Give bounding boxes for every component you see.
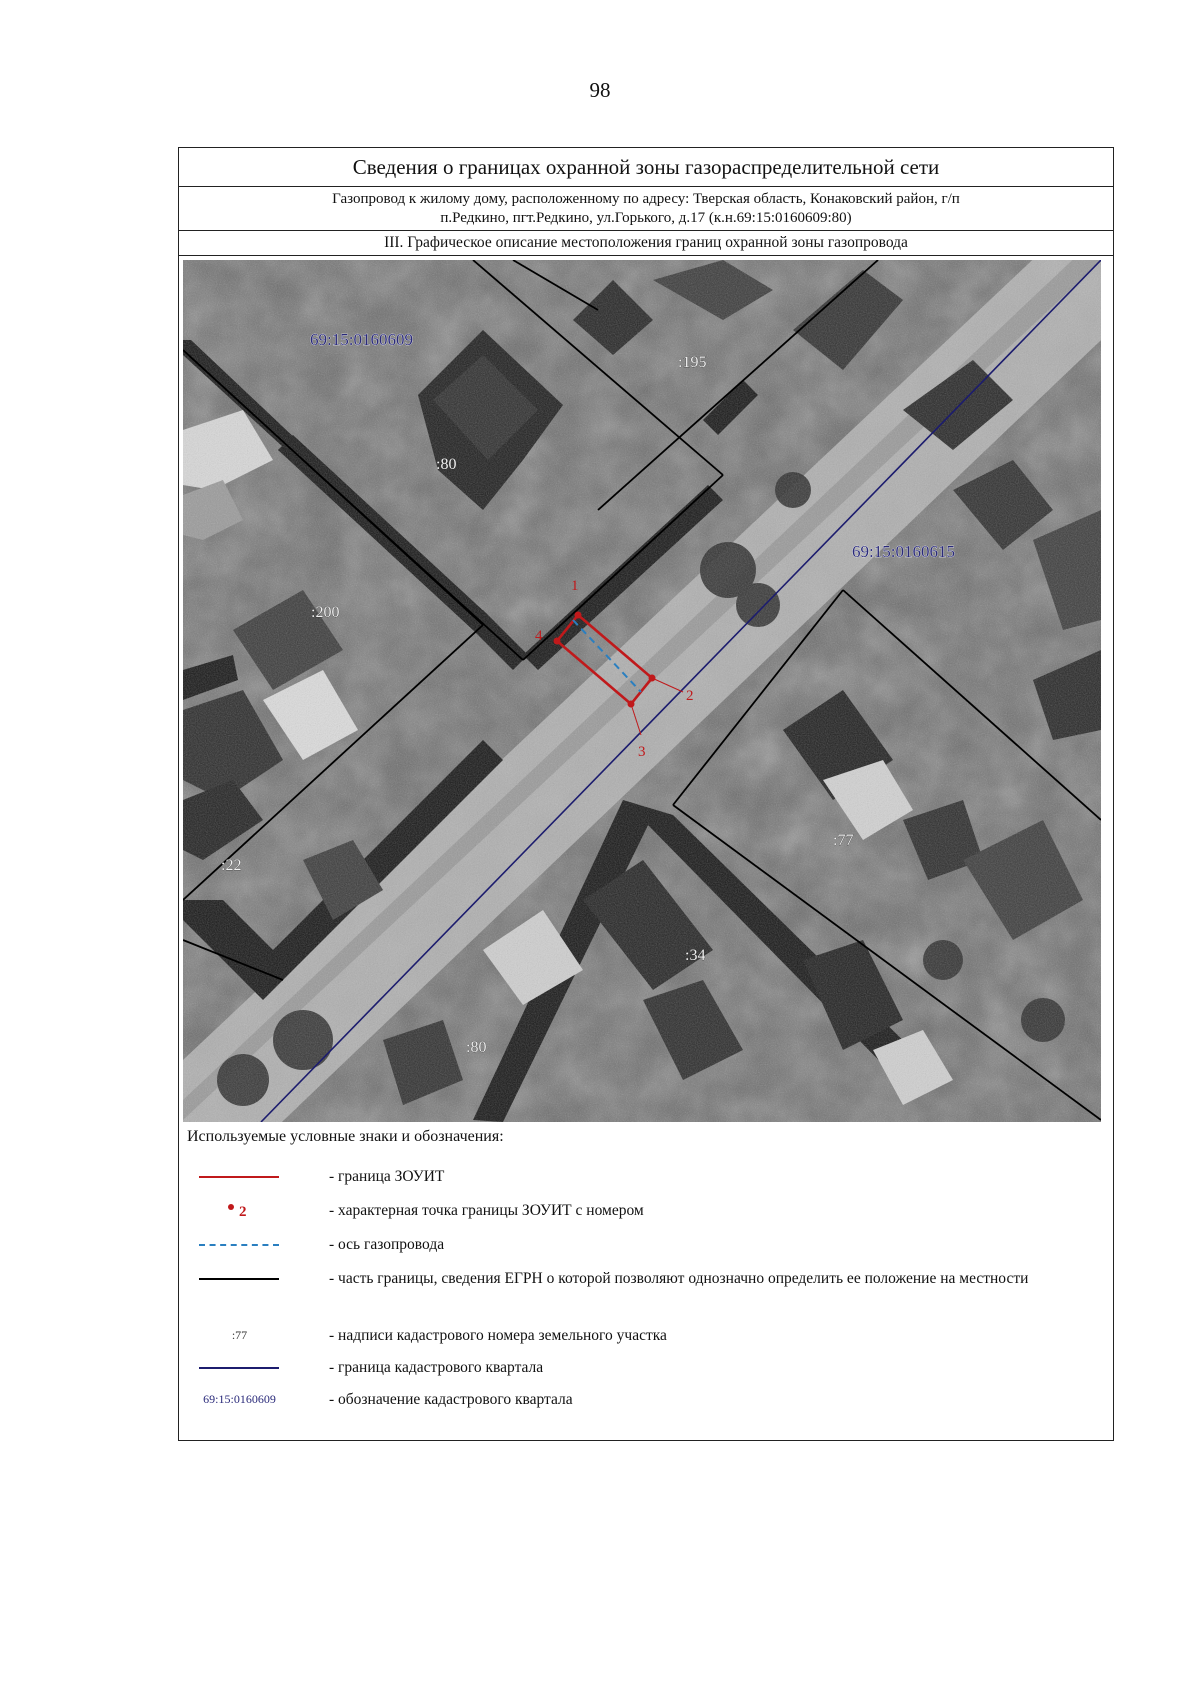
document-title: Сведения о границах охранной зоны газораспределительной сети xyxy=(179,148,1113,187)
parcel-label-34: :34 xyxy=(685,947,706,964)
document-frame xyxy=(178,147,1114,1441)
page-number: 98 xyxy=(589,78,611,102)
object-description-line-1: Газопровод к жилому дому, расположенному по адресу: Тверская область, Конаковский район, г/п xyxy=(332,191,960,207)
parcel-label-200: :200 xyxy=(311,604,340,621)
legend-symbol-red-line xyxy=(187,1166,287,1188)
zouit-point-4 xyxy=(554,638,561,645)
quarter-label-0160615: 69:15:0160615 xyxy=(852,542,955,561)
zouit-point-1 xyxy=(575,612,582,619)
legend-symbol-parcel-label xyxy=(187,1325,287,1347)
legend-text: - граница кадастрового квартала xyxy=(329,1359,544,1376)
parcel-label-195: :195 xyxy=(678,354,707,371)
legend-point-number: 2 xyxy=(239,1204,247,1220)
quarter-label-0160609: 69:15:0160609 xyxy=(310,330,413,349)
legend-quarter-label-sample: 69:15:0160609 xyxy=(203,1392,276,1406)
legend-text: - ось газопровода xyxy=(329,1236,445,1253)
legend-symbol-blue-dashed xyxy=(187,1234,287,1256)
point-label-1: 1 xyxy=(571,578,579,594)
legend-symbol-quarter-label xyxy=(187,1389,287,1411)
legend-symbol-navy-line xyxy=(187,1357,287,1379)
parcel-label-77: :77 xyxy=(833,832,854,849)
legend-text: - часть границы, сведения ЕГРН о которой позволяют однозначно определить ее положение на местности xyxy=(329,1270,1029,1287)
legend-symbol-black-line xyxy=(187,1268,287,1290)
point-label-4: 4 xyxy=(535,628,543,644)
section-title: III. Графическое описание местоположения границ охранной зоны газопровода xyxy=(179,231,1113,256)
parcel-label-80-north: :80 xyxy=(436,456,457,473)
legend-text: - характерная точка границы ЗОУИТ с номером xyxy=(329,1202,644,1219)
legend-text: - обозначение кадастрового квартала xyxy=(329,1391,573,1408)
point-label-3: 3 xyxy=(638,744,646,760)
legend-text: - граница ЗОУИТ xyxy=(329,1168,445,1185)
legend-title: Используемые условные знаки и обозначения: xyxy=(187,1128,504,1145)
object-description-line-2: п.Редкино, пгт.Редкино, ул.Горького, д.17 (к.н.69:15:0160609:80) xyxy=(440,210,852,226)
legend-parcel-label-sample: :77 xyxy=(231,1328,248,1342)
legend-text: - надписи кадастрового номера земельного участка xyxy=(329,1327,667,1344)
parcel-label-22: :22 xyxy=(221,857,242,874)
object-description xyxy=(179,187,1113,231)
satellite-map xyxy=(183,260,1101,1122)
legend-symbol-red-point xyxy=(187,1200,287,1222)
parcel-label-80-south: :80 xyxy=(466,1039,487,1056)
point-label-2: 2 xyxy=(686,688,694,704)
